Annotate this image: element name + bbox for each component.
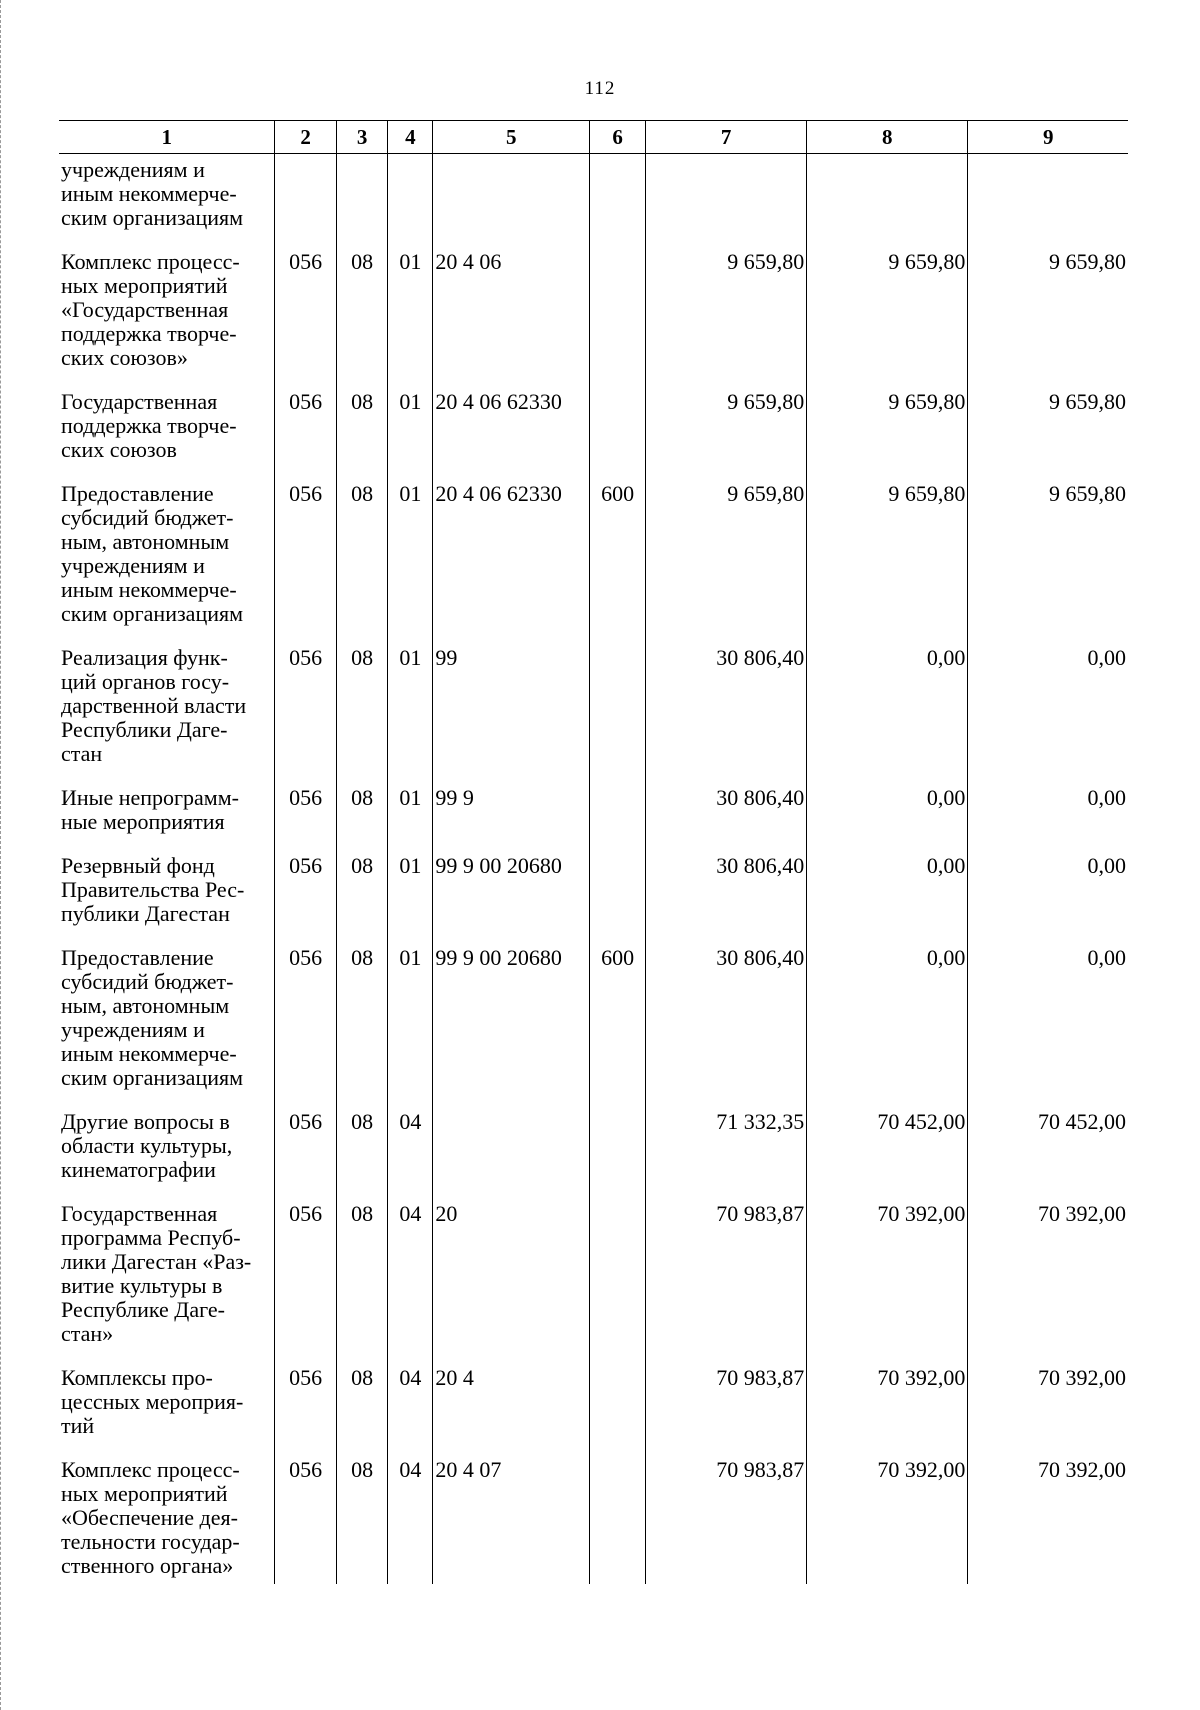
item-name-line: иным некоммерче- [61,577,237,602]
item-name-line: ным, автономным [61,529,230,554]
item-name-line: «Обеспечение дея- [61,1505,238,1530]
item-name-line: дарственной власти [61,693,247,718]
table-row [59,1110,1128,1202]
cell-amount-col9: 0,00 [968,646,1128,786]
cell-amount-col8: 0,00 [807,854,968,946]
cell-amount-col9: 0,00 [968,946,1128,1110]
table-body [59,154,1128,1585]
cell-subsection: 01 [388,250,433,390]
cell-subsection: 01 [388,482,433,646]
cell-section: 08 [336,786,388,854]
cell-subsection: 01 [388,854,433,946]
item-name-line: ским организациям [61,1065,244,1090]
cell-grbs: 056 [275,390,336,482]
cell-grbs: 056 [275,1366,336,1458]
cell-amount-col7: 30 806,40 [646,946,807,1110]
cell-section: 08 [336,1458,388,1584]
item-name-line: ные мероприятия [61,809,225,834]
cell-amount-col7: 9 659,80 [646,482,807,646]
cell-amount-col7: 9 659,80 [646,250,807,390]
cell-item-name [59,1366,275,1458]
cell-grbs: 056 [275,946,336,1110]
item-name-line: иным некоммерче- [61,181,237,206]
cell-expense-type [590,1110,646,1202]
item-name-line: программа Респуб- [61,1225,241,1250]
cell-item-name [59,854,275,946]
item-name-line: Комплексы про- [61,1365,213,1390]
cell-amount-col7: 70 983,87 [646,1202,807,1366]
cell-item-name [59,250,275,390]
page-number: 112 [584,78,616,99]
cell-section: 08 [336,482,388,646]
cell-section: 08 [336,1110,388,1202]
item-name-line: учреждениям и [61,1017,205,1042]
item-name-line: Иные непрограмм- [61,785,239,810]
table-row [59,786,1128,854]
cell-subsection: 01 [388,390,433,482]
cell-expense-type [590,854,646,946]
cell-amount-col7: 30 806,40 [646,646,807,786]
item-name-line: Комплекс процесс- [61,249,240,274]
header-col-7: 7 [646,121,807,154]
cell-subsection: 01 [388,786,433,854]
cell-target-article [433,154,590,251]
item-name-line: ским организациям [61,205,244,230]
scan-edge-artifact [0,0,3,1710]
item-name-line: ских союзов» [61,345,188,370]
cell-amount-col9: 0,00 [968,786,1128,854]
item-name-line: ных мероприятий [61,273,228,298]
cell-subsection: 01 [388,946,433,1110]
cell-target-article: 20 4 06 [433,250,590,390]
cell-amount-col8: 70 392,00 [807,1202,968,1366]
cell-amount-col8: 0,00 [807,946,968,1110]
table-row [59,482,1128,646]
cell-grbs: 056 [275,1110,336,1202]
cell-amount-col9: 9 659,80 [968,482,1128,646]
cell-grbs: 056 [275,786,336,854]
cell-amount-col9: 70 392,00 [968,1458,1128,1584]
item-name-line: поддержка творче- [61,413,237,438]
cell-item-name [59,154,275,251]
cell-amount-col8: 0,00 [807,646,968,786]
cell-amount-col8: 70 392,00 [807,1366,968,1458]
cell-section: 08 [336,390,388,482]
item-name-line: Республике Даге- [61,1297,225,1322]
item-name-line: кинематографии [61,1157,216,1182]
cell-grbs: 056 [275,250,336,390]
item-name-line: ным, автономным [61,993,230,1018]
item-name-line: лики Дагестан «Раз- [61,1249,252,1274]
item-name-line: ским организациям [61,601,244,626]
cell-amount-col8: 9 659,80 [807,482,968,646]
table-header [59,121,1128,154]
cell-amount-col9 [968,154,1128,251]
cell-expense-type [590,1458,646,1584]
table-row [59,854,1128,946]
item-name-line: тельности государ- [61,1529,240,1554]
item-name-line: области культуры, [61,1133,233,1158]
cell-target-article: 99 [433,646,590,786]
cell-amount-col7: 71 332,35 [646,1110,807,1202]
budget-table [59,120,1128,1584]
item-name-line: учреждениям и [61,553,205,578]
item-name-line: ных мероприятий [61,1481,228,1506]
cell-expense-type [590,646,646,786]
cell-expense-type [590,154,646,251]
cell-amount-col7: 30 806,40 [646,854,807,946]
header-col-5: 5 [433,121,590,154]
cell-amount-col7: 70 983,87 [646,1366,807,1458]
cell-subsection: 04 [388,1110,433,1202]
cell-amount-col8: 9 659,80 [807,390,968,482]
cell-section [336,154,388,251]
header-col-1: 1 [59,121,275,154]
cell-section: 08 [336,1202,388,1366]
cell-target-article: 20 4 06 62330 [433,390,590,482]
cell-amount-col9: 0,00 [968,854,1128,946]
item-name-line: ственного органа» [61,1553,234,1578]
cell-expense-type [590,786,646,854]
item-name-line: Государственная [61,1201,218,1226]
item-name-line: Другие вопросы в [61,1109,230,1134]
item-name-line: Предоставление [61,481,214,506]
cell-target-article: 20 [433,1202,590,1366]
item-name-line: Реализация функ- [61,645,228,670]
item-name-line: субсидий бюджет- [61,505,234,530]
cell-target-article: 99 9 [433,786,590,854]
cell-target-article: 20 4 07 [433,1458,590,1584]
cell-section: 08 [336,250,388,390]
cell-subsection: 04 [388,1202,433,1366]
item-name-line: стан» [61,1321,114,1346]
cell-subsection: 01 [388,646,433,786]
cell-item-name [59,946,275,1110]
cell-amount-col8: 70 392,00 [807,1458,968,1584]
item-name-line: публики Дагестан [61,901,230,926]
cell-amount-col7: 70 983,87 [646,1458,807,1584]
cell-target-article [433,1110,590,1202]
item-name-line: цессных мероприя- [61,1389,244,1414]
cell-expense-type [590,1202,646,1366]
cell-subsection [388,154,433,251]
item-name-line: стан [61,741,103,766]
cell-amount-col9: 70 452,00 [968,1110,1128,1202]
table-row [59,154,1128,251]
cell-amount-col9: 9 659,80 [968,390,1128,482]
cell-section: 08 [336,854,388,946]
cell-expense-type [590,390,646,482]
cell-item-name [59,1458,275,1584]
cell-target-article: 99 9 00 20680 [433,854,590,946]
cell-amount-col9: 9 659,80 [968,250,1128,390]
header-col-3: 3 [336,121,388,154]
cell-amount-col9: 70 392,00 [968,1202,1128,1366]
cell-target-article: 99 9 00 20680 [433,946,590,1110]
item-name-line: поддержка творче- [61,321,237,346]
item-name-line: Комплекс процесс- [61,1457,240,1482]
item-name-line: Правительства Рес- [61,877,245,902]
cell-expense-type: 600 [590,482,646,646]
cell-amount-col8: 0,00 [807,786,968,854]
cell-amount-col7: 30 806,40 [646,786,807,854]
cell-target-article: 20 4 06 62330 [433,482,590,646]
cell-amount-col7: 9 659,80 [646,390,807,482]
cell-item-name [59,1202,275,1366]
cell-expense-type [590,1366,646,1458]
item-name-line: Резервный фонд [61,853,215,878]
cell-amount-col8 [807,154,968,251]
item-name-line: субсидий бюджет- [61,969,234,994]
header-col-6: 6 [590,121,646,154]
cell-section: 08 [336,1366,388,1458]
item-name-line: ских союзов [61,437,177,462]
cell-item-name [59,1110,275,1202]
header-col-4: 4 [388,121,433,154]
cell-grbs: 056 [275,646,336,786]
item-name-line: «Государственная [61,297,229,322]
item-name-line: Государственная [61,389,218,414]
table-row [59,1458,1128,1584]
table-row [59,250,1128,390]
cell-item-name [59,482,275,646]
item-name-line: ций органов госу- [61,669,230,694]
cell-item-name [59,390,275,482]
cell-subsection: 04 [388,1366,433,1458]
cell-amount-col7 [646,154,807,251]
header-col-8: 8 [807,121,968,154]
cell-grbs [275,154,336,251]
cell-amount-col9: 70 392,00 [968,1366,1128,1458]
cell-expense-type: 600 [590,946,646,1110]
table-row [59,646,1128,786]
header-col-2: 2 [275,121,336,154]
cell-section: 08 [336,646,388,786]
cell-grbs: 056 [275,1458,336,1584]
item-name-line: тий [61,1413,95,1438]
cell-expense-type [590,250,646,390]
cell-section: 08 [336,946,388,1110]
item-name-line: Предоставление [61,945,214,970]
cell-grbs: 056 [275,482,336,646]
table-row [59,946,1128,1110]
cell-grbs: 056 [275,1202,336,1366]
cell-amount-col8: 70 452,00 [807,1110,968,1202]
cell-item-name [59,646,275,786]
cell-target-article: 20 4 [433,1366,590,1458]
item-name-line: витие культуры в [61,1273,223,1298]
cell-amount-col8: 9 659,80 [807,250,968,390]
table-row [59,1366,1128,1458]
cell-grbs: 056 [275,854,336,946]
item-name-line: Республики Даге- [61,717,228,742]
cell-item-name [59,786,275,854]
table-row [59,1202,1128,1366]
item-name-line: иным некоммерче- [61,1041,237,1066]
header-col-9: 9 [968,121,1128,154]
header-row [59,121,1128,154]
cell-subsection: 04 [388,1458,433,1584]
item-name-line: учреждениям и [61,157,205,182]
table-row [59,390,1128,482]
